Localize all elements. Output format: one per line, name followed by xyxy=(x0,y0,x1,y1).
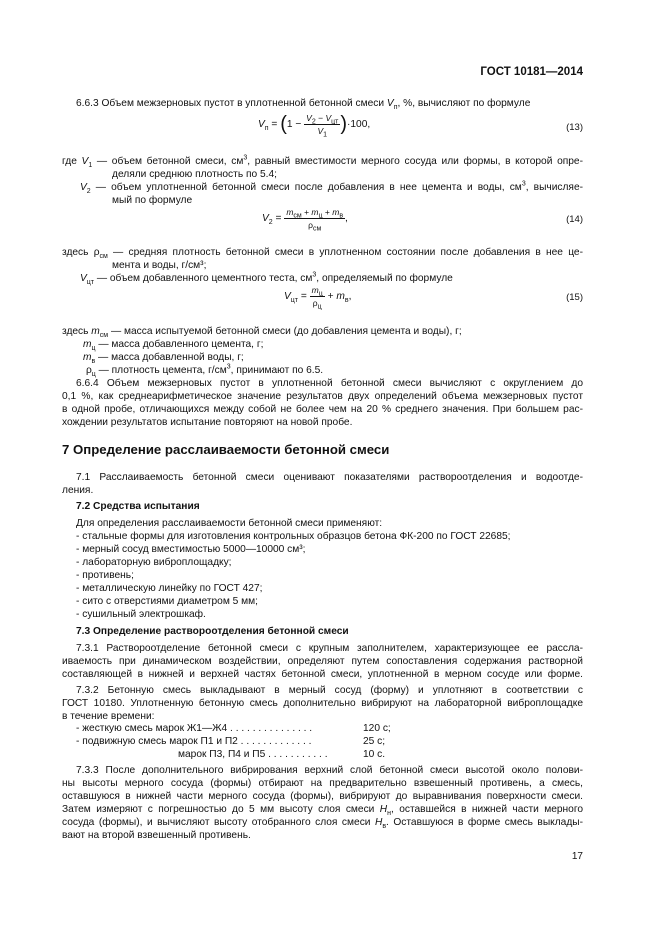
p733-line-2: ны высоты мерного сосуда (формы) отбирают на предварительно взвешенный противень, а смесь, xyxy=(62,778,583,789)
where-mcm-line: здесь $m_{см}$ — масса испытуемой бетонной смеси (до добавления цемента и воды), г; xyxy=(62,326,462,340)
vib-item-value: 120 с; xyxy=(363,723,391,734)
p733-line-5: сосуда (формы), и вычисляют высоту отобранного слоя смеси $H_в$. Оставшуюся в форме смесь выклады- xyxy=(62,817,583,831)
page-header: ГОСТ 10181—2014 xyxy=(480,66,583,78)
where-mc-line: $m_ц$ — масса добавленного цемента, г; xyxy=(83,339,264,353)
vib-item-label: марок П3, П4 и П5 . . . . . . . . . . . xyxy=(178,749,328,760)
p733-line-6: вают на второй взвешенный противень. xyxy=(62,830,251,841)
p71-line-1: 7.1 Расслаиваемость бетонной смеси оценивают показателями раствороотделения и водоотде- xyxy=(76,472,583,483)
formula-14: $V_2$ = $\frac{m_{см} + m_ц + m_в}{\rho_{см}}$ , xyxy=(262,207,348,233)
where-mv-line: $m_в$ — масса добавленной воды, г; xyxy=(83,352,244,366)
where-v2-line1: $V_2$ — объем уплотненной бетонной смеси после добавления в нее цемента и воды, $см^3$, вычисляе- xyxy=(80,180,583,196)
vib-item-label: - жесткую смесь марок Ж1—Ж4 . . . . . . . . . . . . . . . xyxy=(76,723,313,734)
p72-item: - противень; xyxy=(76,570,134,581)
p731-line-2: иваемость при динамическом воздействии, определяют путем сопоставления содержания растворной xyxy=(62,656,583,667)
section-7-title: 7 Определение расслаиваемости бетонной смеси xyxy=(62,442,390,457)
p664-line-1: 6.6.4 Объем межзерновых пустот в уплотненной бетонной смеси вычисляют с округлением до xyxy=(76,378,583,389)
formula-13: $V_п = (1$ − $\frac{V_2 - V_{цт}}{V_1}$ )·100, xyxy=(258,113,371,139)
formula-15: $V_{цт}$ = $\frac{m_ц}{\rho_ц}$ + $m_в$, xyxy=(284,285,352,311)
page-number: 17 xyxy=(571,851,583,862)
where-v2-line2: мый по формуле xyxy=(112,195,193,206)
where-rhoc-line: $\rho_ц$ — плотность цемента, $г/см^3$, принимают по 6.5. xyxy=(86,363,324,379)
subsection-7-3-title: 7.3 Определение раствороотделения бетонной смеси xyxy=(76,626,349,637)
paragraph-6-6-3: 6.6.3 Объем межзерновых пустот в уплотненной бетонной смеси $V_п$, %, вычисляют по формуле xyxy=(76,98,531,112)
p732-line-2: ГОСТ 10180. Уплотненную бетонную смесь дополнительно вибрируют на лабораторной виброплощадке xyxy=(62,698,583,709)
formula-13-number: (13) xyxy=(566,122,583,133)
vib-item-value: 25 с; xyxy=(363,736,386,747)
formula-14-number: (14) xyxy=(566,214,583,225)
p731-line-1: 7.3.1 Раствороотделение бетонной смеси с крупным заполнителем, характеризующее ее рассла- xyxy=(76,643,583,654)
where-v1-line2: деляли среднюю плотность по 5.4; xyxy=(112,169,277,180)
p72-item: - лабораторную виброплощадку; xyxy=(76,557,232,568)
p72-item: - сушильный электрошкаф. xyxy=(76,609,206,620)
where-rho-line1: здесь $\rho_{см}$ — средняя плотность бетонной смеси в уплотненном состоянии после добавления в нее це- xyxy=(62,247,583,261)
subsection-7-2-title: 7.2 Средства испытания xyxy=(76,501,200,512)
where-rho-line2: мента и воды, г/см³; xyxy=(112,260,207,271)
p732-line-3: в течение времени: xyxy=(62,711,155,722)
p731-line-3: составляющей в нижней и верхней частях бетонной смеси, уплотненной в мерном сосуде или форме. xyxy=(62,669,583,680)
p733-line-3: оставшуюся в нижней части мерного сосуда (формы), вибрируют до выравнивания поверхности смеси. xyxy=(62,791,583,802)
p72-intro: Для определения расслаиваемости бетонной смеси применяют: xyxy=(76,518,383,529)
p72-item: - стальные формы для изготовления контрольных образцов бетона ФК-200 по ГОСТ 22685; xyxy=(76,531,511,542)
formula-15-number: (15) xyxy=(566,292,583,303)
vib-item-value: 10 с. xyxy=(363,749,386,760)
p664-line-2: 0,1 %, как среднеарифметическое значение результатов двух определений объема межзерновых пустот xyxy=(62,391,583,402)
p664-line-3: в одной пробе, отличающихся между собой не более чем на 20 % среднего значения. При большем рас- xyxy=(62,404,583,415)
p72-item: - металлическую линейку по ГОСТ 427; xyxy=(76,583,263,594)
p72-item: - мерный сосуд вместимостью 5000—10000 см³; xyxy=(76,544,306,555)
where-v1-line1: где $V_1$ — объем бетонной смеси, $см^3$, равный вместимости мерного сосуда или формы, в которой опре- xyxy=(62,154,583,170)
where-vct-line: $V_{цт}$ — объем добавленного цементного теста, $см^3$, определяемый по формуле xyxy=(80,271,453,287)
p664-line-4: хождении результатов испытание повторяют на новой пробе. xyxy=(62,417,353,428)
p732-line-1: 7.3.2 Бетонную смесь выкладывают в мерный сосуд (форму) и уплотняют в соответствии с xyxy=(76,685,583,696)
p733-line-1: 7.3.3 После дополнительного вибрирования верхний слой бетонной смеси высотой около полови- xyxy=(76,765,583,776)
p71-line-2: ления. xyxy=(62,485,94,496)
p733-line-4: Затем измеряют с погрешностью до 5 мм высоту слоя смеси $H_н$, оставшейся в нижней части мерного xyxy=(62,804,583,818)
p72-item: - сито с отверстиями диаметром 5 мм; xyxy=(76,596,259,607)
vib-item-label: - подвижную смесь марок П1 и П2 . . . . . . . . . . . . . xyxy=(76,736,312,747)
